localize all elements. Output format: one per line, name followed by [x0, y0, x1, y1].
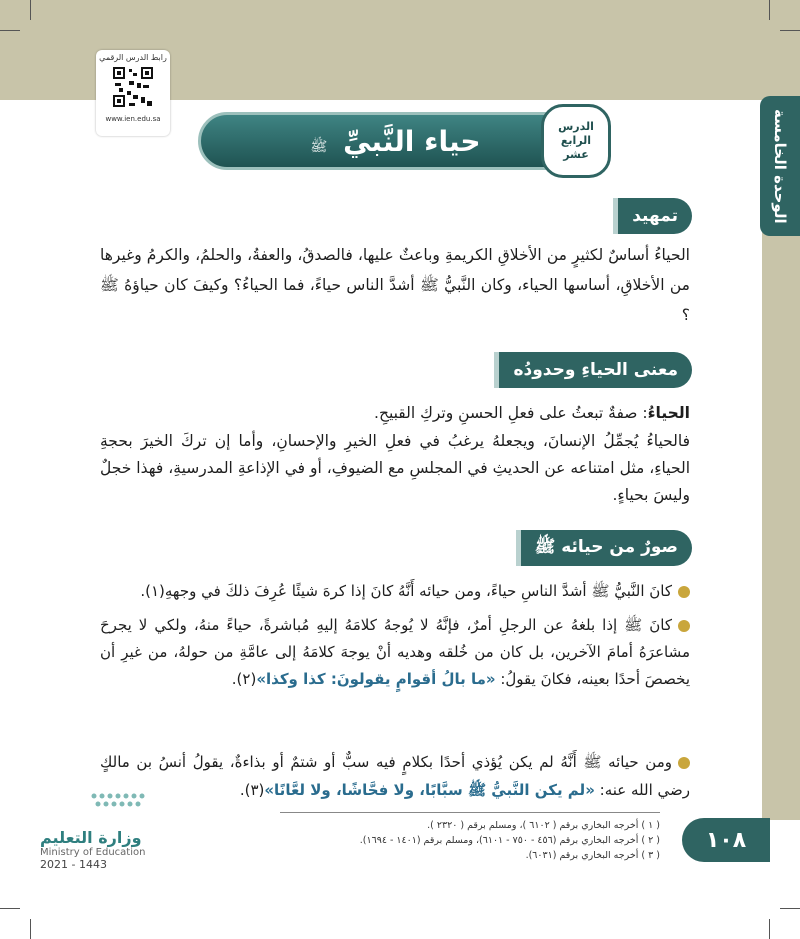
edition-year: 2021 - 1443: [40, 858, 107, 871]
item-text: كانَ النَّبيُّ ﷺ أشدَّ الناسِ حياءً، ومن حيائه أَنَّهُ كانَ إذا كرهَ شيئًا عُرِفَ ذلكَ في وجههِ: [164, 582, 672, 600]
qr-code-icon: [111, 65, 155, 109]
lesson-title-main: حياء النَّبيِّ: [343, 124, 481, 158]
bullet-marker-icon: [678, 620, 690, 632]
section-heading-meaning: معنى الحياءِ وحدودُه: [499, 352, 692, 388]
footnote-ref: (٢).: [231, 670, 257, 688]
crop-mark: [30, 0, 31, 20]
bullet-marker-icon: [678, 586, 690, 598]
qr-url: www.ien.edu.sa: [105, 115, 161, 123]
salla-glyph: ﷺ: [310, 138, 328, 155]
ministry-name-ar: وزارة التعليم: [40, 828, 142, 847]
crop-mark: [30, 919, 31, 939]
section-heading-examples: صورٌ من حيائه ﷺ: [521, 530, 692, 566]
hadith-quote: «لم يكن النَّبيُّ ﷺ سبَّابًا، ولا فحَّاشًا، ولا لعَّانًا»: [264, 781, 595, 799]
footnote-divider: [280, 812, 660, 813]
bullet-marker-icon: [678, 757, 690, 769]
meaning-paragraph: فالحياءُ يُجمِّلُ الإنسانَ، ويجعلهُ يرغبُ في فعلِ الخيرِ والإحسانِ، وأما إن تركَ الخيرَ بحجةِ الحياءِ، مثل امتناعه عن الحديثِ في المجلسِ مع الضيوفِ، أو في الإذاعةِ المدرسيةِ، فهذا خجلٌ وليسَ بحياءٍ.: [100, 432, 690, 504]
crop-mark: [780, 30, 800, 31]
badge-line2: الرابع: [560, 134, 592, 147]
item-text: ومن حيائه ﷺ أَنَّهُ لم يكن يُؤذي أحدًا بكلامٍ فيه سبٌّ أو شتمٌ أو بذاءةٌ، يقولُ أنسُ بن مالكٍ رضي الله عنه:: [100, 753, 690, 799]
decorative-dots-icon: [90, 790, 160, 812]
list-item: [100, 748, 690, 804]
crop-mark: [0, 30, 20, 31]
crop-mark: [780, 908, 800, 909]
qr-title: رابط الدرس الرقمي: [99, 53, 167, 62]
list-item: [100, 578, 690, 604]
intro-paragraph: الحياءُ أساسٌ لكثيرٍ من الأخلاقِ الكريمةِ وباعثٌ عليها، فالصدقُ، والعفةُ، والحلمُ، والكرمُ وغيرها من الأخلاقِ، أساسها الحياء، وكان النَّبيُّ ﷺ أشدَّ الناس حياءً، فما الحياءُ؟ وكيفَ كان حياؤهُ ﷺ ؟: [100, 246, 690, 324]
footnotes: [280, 820, 660, 865]
crop-mark: [769, 0, 770, 20]
lesson-title-banner: [198, 112, 593, 170]
definition-text: : صفةٌ تبعثُ على فعلِ الحسنِ وتركِ القبيحِ.: [374, 404, 648, 422]
ministry-name-en: Ministry of Education: [40, 847, 146, 858]
ministry-logo: [40, 828, 160, 871]
footnote: ( ١ ) أخرجه البخاري برقم ( ٦١٠٢ )، ومسلم برقم ( ٢٣٢٠ ).: [427, 820, 660, 831]
badge-line3: عشر: [563, 148, 589, 161]
lesson-title: [310, 125, 480, 158]
digital-lesson-qr[interactable]: [96, 50, 170, 136]
footnote: ( ٣ ) أخرجه البخاري برقم (٦٠٣١).: [525, 850, 660, 861]
page-number-tab: [682, 818, 770, 862]
page-number: ١٠٨: [705, 827, 747, 853]
unit-tab: [760, 96, 800, 236]
hadith-quote: «ما بالُ أقوامٍ يقولونَ: كذا وكذا»: [256, 670, 496, 688]
definition-line: [100, 400, 690, 426]
footnote: ( ٢ ) أخرجه البخاري برقم (٤٥٦ - ٧٥٠ - ٦١٠١)، ومسلم برقم (١٤٠١ - ١٦٩٤).: [359, 835, 660, 846]
item-text: كانَ ﷺ إذا بلغهُ عن الرجلِ أمرٌ، فإنَّهُ لا يُوجهُ كلامَهُ إليهِ مُباشرةً، حياءً منهُ، ولكي لا يجرحَ مشاعرَهُ أمامَ الآخرين، بل كان من خُلقه وهديه أنْ يوجهَ كلامَهُ إلى عامَّةِ من حولهُ، من غيرِ أن يخصصَ أحدًا بعينه، فكانَ يقولُ:: [100, 616, 690, 688]
footnote-ref: (٣).: [239, 781, 265, 799]
lesson-number-badge: [541, 104, 611, 178]
unit-tab-label: الوحدة الخامسة: [771, 108, 789, 224]
footnote-ref: (١).: [140, 582, 165, 600]
list-item: [100, 612, 690, 693]
section-heading-intro: تمهيد: [618, 198, 692, 234]
crop-mark: [769, 919, 770, 939]
crop-mark: [0, 908, 20, 909]
definition-term: الحياءُ: [647, 404, 690, 422]
badge-line1: الدرس: [558, 120, 594, 133]
